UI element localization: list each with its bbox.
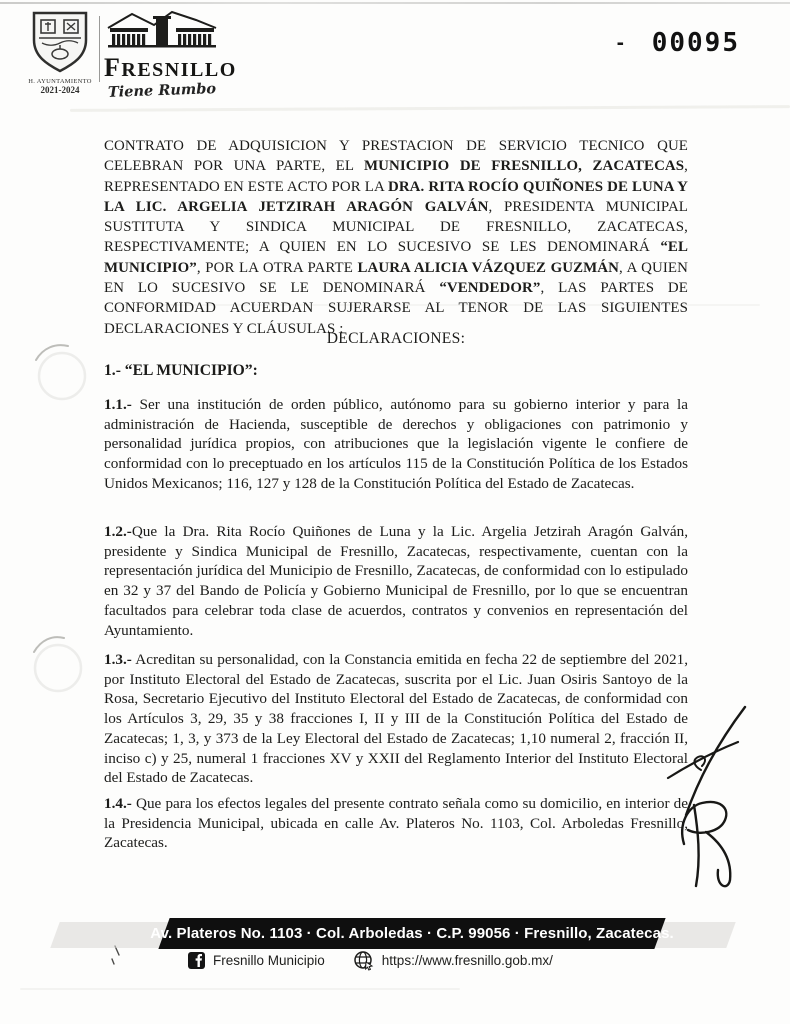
brand-tagline: Tiene Rumbo: [107, 80, 217, 101]
clause-1-4: 1.4.- Que para los efectos legales del presente contrato señala como su domicilio, en interior de la Presidencia Municipal, ubicada en calle Av. Plateros No. 1103, Col. Arboledas Fresnillo, Zacatecas.: [104, 795, 688, 852]
scan-streak: [20, 988, 460, 990]
crest-caption-line1: H. AYUNTAMIENTO: [28, 78, 92, 85]
clause-1-2: 1.2.-Que la Dra. Rita Rocío Quiñones de Luna y la Lic. Argelia Jetzirah Aragón Galván, presidente y Sindica Municipal de Fresnillo, Zacatecas, respectivamente, cuentan con la representación jurídica del Municipio de Fresnillo, Zacatecas, de conformidad con lo estipulado en 32 y 37 del Bando de Policía y Gobierno Municipal de Fresnillo, por lo que se encuentran facultados para celebrar toda clase de acuerdos, contratos y convenios en representación del Ayuntamiento.: [104, 523, 688, 639]
punch-hole-mark: [24, 628, 90, 694]
address-banner: [150, 918, 674, 949]
facebook-label: Fresnillo Municipio: [213, 953, 325, 968]
brand-name: FRESNILLO: [104, 53, 237, 82]
clause-1-3: 1.3.- Acreditan su personalidad, con la Constancia emitida en fecha 22 de septiembre del 2021, por Instituto Electoral del Estado de Zacatecas, suscrita por el Lic. Juan Osiris Santoyo de la Rosa, Secretario Ejecutivo del Instituto Electoral del Estado de Zacatecas, de conformidad con los Artículos 3, 29, 35 y 38 fracciones I, II y III de la Constitución Política del Estado de Zacatecas; 1, 3, y 373 de la Ley Electoral del Estado de Zacatecas; 1,10 numeral 2, fracción II, inciso c) y 25, numeral 1 fracciones XV y XXII del Reglamento Interior del Instituto Electoral del Estado de Zacatecas.: [104, 651, 688, 787]
website-url: https://www.fresnillo.gob.mx/: [381, 953, 553, 968]
crest-caption: [28, 79, 92, 95]
fresnillo-logo: [104, 10, 237, 101]
facebook-icon: [188, 952, 205, 969]
municipal-palace-icon: [106, 10, 218, 50]
contract-intro-paragraph: CONTRATO DE ADQUISICION Y PRESTACION DE SERVICIO TECNICO QUE CELEBRAN POR UNA PARTE, EL MUNICIPIO DE FRESNILLO, ZACATECAS, REPRESENTADO EN ESTE ACTO POR LA DRA. RITA ROCÍO QUIÑONES DE LUNA Y LA LIC. ARGELIA JETZIRAH ARAGÓN GALVÁN, PRESIDENTA MUNICIPAL SUSTITUTA Y SINDICA MUNICIPAL DE FRESNILLO, ZACATECAS, RESPECTIVAMENTE; A QUIEN EN LO SUCESIVO SE LES DENOMINARÁ “EL MUNICIPIO”, POR LA OTRA PARTE LAURA ALICIA VÁZQUEZ GUZMÁN, A QUIEN EN LO SUCESIVO SE LE DENOMINARÁ “VENDEDOR”, LAS PARTES DE CONFORMIDAD ACUERDAN SUJERARSE AL TENOR DE LAS SIGUIENTES DECLARACIONES Y CLÁUSULAS :: [104, 138, 688, 337]
declarations-heading: DECLARACIONES:: [326, 330, 466, 347]
address-banner-inner: [150, 918, 674, 949]
folio-stamp: [615, 28, 740, 58]
municipal-crest: [28, 10, 92, 95]
scan-edge-line: [0, 2, 790, 4]
crest-shield-icon: [30, 10, 90, 74]
signature-initials: [670, 796, 762, 891]
section-1-heading: 1.- “EL MUNICIPIO”:: [104, 362, 258, 379]
globe-icon: [353, 950, 374, 971]
header-divider: [99, 16, 100, 82]
stamp-dash: -: [614, 32, 626, 54]
address-text: Av. Plateros No. 1103 · Col. Arboledas · C.P. 99056 · Fresnillo, Zacatecas.: [150, 925, 674, 942]
footer-social-row: [188, 950, 553, 971]
folio-number: 00095: [651, 28, 740, 58]
punch-hole-mark: [28, 338, 94, 404]
clause-1-1: 1.1.- Ser una institución de orden público, autónomo para su gobierno interior y para la administración de Hacienda, susceptible de derechos y obligaciones con patrimonio y personalidad jurídica propios, con atribuciones que la legislación vigente le confiere de conformidad con lo preceptuado en los artículos 115 de la Constitución Política de los Estados Unidos Mexicanos; 116, 127 y 128 de la Constitución Política del Estado de Zacatecas.: [104, 396, 688, 492]
crest-caption-line2: 2021-2024: [40, 84, 80, 95]
scan-streak: [70, 105, 790, 112]
